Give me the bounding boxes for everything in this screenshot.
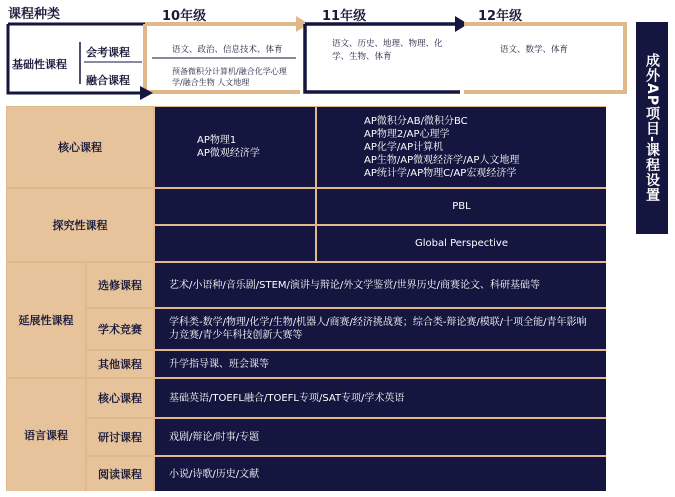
core-col2-line: AP生物/AP微观经济学/AP人文地理	[364, 154, 520, 166]
elective-label: 选修课程	[98, 278, 142, 292]
other-content	[155, 351, 606, 377]
grade-10-label: 10年级	[162, 9, 207, 24]
elective-content	[155, 263, 606, 307]
exam-course-label: 会考课程	[86, 46, 130, 59]
grade-10-exam-subjects: 语文、政治、信息技术、体育	[172, 44, 302, 57]
competition-subcategory	[87, 309, 153, 349]
core-col2-line: AP统计学/AP物理C/AP宏观经济学	[364, 167, 517, 179]
inquiry-blank-2	[155, 226, 315, 261]
core-col1-line: AP微观经济学	[197, 148, 260, 159]
language-category	[7, 379, 85, 491]
seminar-subcategory	[87, 419, 153, 455]
extension-category-label: 延展性课程	[18, 313, 74, 327]
competition-content	[155, 309, 606, 349]
reading-label: 阅读课程	[98, 467, 142, 481]
elective-text: 艺术/小语种/音乐剧/STEM/演讲与辩论/外文学鉴赏/世界历史/商赛论文、科研基础等	[169, 279, 540, 291]
inquiry-blank-1	[155, 189, 315, 224]
language-core-content	[155, 379, 606, 417]
seminar-content	[155, 419, 606, 455]
core-ap-grade10	[155, 107, 315, 187]
grade-12-subjects: 语文、数学、体育	[500, 44, 600, 57]
language-core-subcategory	[87, 379, 153, 417]
other-subcategory	[87, 351, 153, 377]
extension-category	[7, 263, 85, 377]
core-category	[7, 107, 153, 187]
core-ap-grade11-12	[317, 107, 606, 187]
core-col1-line: AP物理1	[197, 135, 237, 146]
inquiry-pbl	[317, 189, 606, 224]
pbl-label: PBL	[452, 201, 471, 212]
grade-10-fusion-subjects: 预备微积分计算机/融合化学心理学/融合生物 人文地理	[172, 66, 297, 88]
core-col2-line: AP物理2/AP心理学	[364, 128, 450, 140]
side-title	[636, 22, 668, 234]
inquiry-category	[7, 189, 153, 261]
core-col2-line: AP化学/AP计算机	[364, 141, 444, 153]
other-label: 其他课程	[98, 357, 142, 371]
seminar-label: 研讨课程	[98, 430, 142, 444]
elective-subcategory	[87, 263, 153, 307]
language-category-label: 语言课程	[24, 428, 68, 442]
side-title-text: 成外AP项目-课程设置	[644, 53, 660, 203]
language-core-label: 核心课程	[98, 391, 142, 405]
grade-12-label: 12年级	[478, 9, 523, 24]
foundation-label: 基础性课程	[12, 58, 67, 71]
reading-content	[155, 457, 606, 491]
reading-subcategory	[87, 457, 153, 491]
inquiry-global-perspective	[317, 226, 606, 261]
grade-11-label: 11年级	[322, 9, 367, 24]
grade-11-subjects: 语文、历史、地理、物理、化学、生物、体育	[332, 38, 450, 64]
inquiry-category-label: 探究性课程	[52, 218, 108, 232]
course-type-title: 课程种类	[8, 7, 61, 22]
core-category-label: 核心课程	[58, 140, 102, 154]
competition-text: 学科类-数学/物理/化学/生物/机器人/商赛/经济挑战赛；综合类-辩论赛/模联/十项全能/青年影响力竞赛/青少年科技创新大赛等	[169, 317, 587, 341]
language-core-text: 基础英语/TOEFL融合/TOEFL专项/SAT专项/学术英语	[169, 392, 405, 404]
seminar-text: 戏剧/辩论/时事/专题	[169, 431, 260, 443]
other-text: 升学指导课、班会课等	[169, 358, 269, 370]
fusion-course-label: 融合课程	[86, 74, 130, 87]
competition-label: 学术竞赛	[98, 322, 142, 336]
reading-text: 小说/诗歌/历史/文献	[169, 468, 260, 480]
global-perspective-label: Global Perspective	[415, 238, 508, 249]
core-col2-line: AP微积分AB/微积分BC	[364, 115, 468, 127]
